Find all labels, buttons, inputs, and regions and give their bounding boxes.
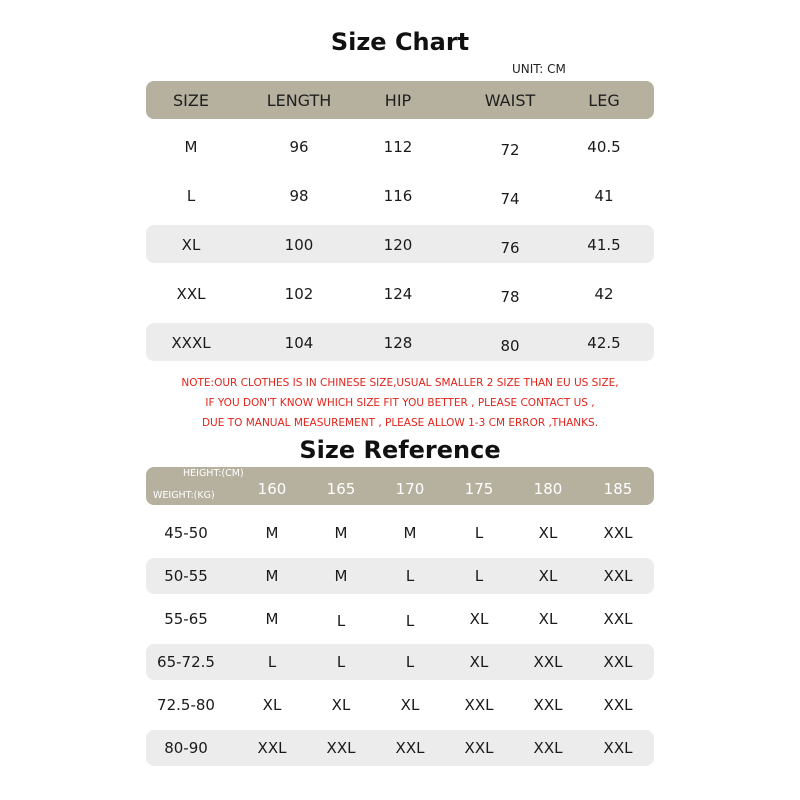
unit-label: UNIT: CM bbox=[512, 62, 566, 76]
size-reference-cell: XXL bbox=[603, 653, 633, 671]
size-chart-cell: 72 bbox=[500, 141, 520, 159]
size-reference-cell: XXL bbox=[603, 739, 633, 757]
size-reference-cell: XXL bbox=[603, 567, 633, 585]
size-reference-cell: XL bbox=[400, 696, 420, 714]
weight-cell: 65-72.5 bbox=[157, 653, 215, 671]
size-chart-cell: 80 bbox=[500, 337, 520, 355]
size-reference-cell: XXL bbox=[395, 739, 425, 757]
size-reference-title: Size Reference bbox=[299, 436, 501, 464]
size-chart-header-cell: LEG bbox=[588, 91, 620, 110]
size-chart-cell: 128 bbox=[383, 334, 413, 352]
size-chart-cell: M bbox=[184, 138, 198, 156]
note-line: NOTE:OUR CLOTHES IS IN CHINESE SIZE,USUAL SMALLER 2 SIZE THAN EU US SIZE, bbox=[181, 377, 619, 389]
size-reference-cell: L bbox=[336, 653, 346, 671]
height-header-cell: 160 bbox=[257, 480, 287, 498]
size-reference-row-band bbox=[146, 558, 654, 594]
size-chart-cell: 120 bbox=[383, 236, 413, 254]
size-chart-title: Size Chart bbox=[330, 28, 470, 56]
size-reference-cell: L bbox=[267, 653, 277, 671]
size-chart-cell: XL bbox=[181, 236, 201, 254]
size-chart-header-cell: WAIST bbox=[484, 91, 536, 110]
weight-label: WEIGHT:(KG) bbox=[153, 490, 215, 501]
size-reference-cell: XL bbox=[469, 610, 489, 628]
size-reference-cell: M bbox=[265, 524, 279, 542]
size-chart-cell: 42 bbox=[594, 285, 614, 303]
size-reference-cell: L bbox=[336, 612, 346, 630]
size-reference-cell: L bbox=[405, 567, 415, 585]
size-reference-cell: XXL bbox=[603, 524, 633, 542]
size-reference-cell: XXL bbox=[464, 696, 494, 714]
size-chart-cell: 96 bbox=[289, 138, 309, 156]
size-reference-cell: L bbox=[474, 524, 484, 542]
size-chart-cell: 40.5 bbox=[587, 138, 621, 156]
size-reference-cell: XXL bbox=[326, 739, 356, 757]
size-reference-cell: M bbox=[334, 524, 348, 542]
size-chart-header-cell: SIZE bbox=[173, 91, 209, 110]
size-reference-cell: XL bbox=[469, 653, 489, 671]
size-reference-cell: XXL bbox=[603, 696, 633, 714]
weight-cell: 55-65 bbox=[164, 610, 208, 628]
size-chart-cell: XXXL bbox=[171, 334, 211, 352]
weight-cell: 50-55 bbox=[164, 567, 208, 585]
size-reference-cell: XXL bbox=[464, 739, 494, 757]
size-chart-cell: L bbox=[186, 187, 196, 205]
size-reference-cell: M bbox=[265, 610, 279, 628]
weight-cell: 80-90 bbox=[164, 739, 208, 757]
size-reference-cell: XXL bbox=[603, 610, 633, 628]
size-chart-cell: 78 bbox=[500, 288, 520, 306]
height-label: HEIGHT:(CM) bbox=[183, 468, 244, 479]
size-chart-cell: 116 bbox=[383, 187, 413, 205]
size-chart-cell: 74 bbox=[500, 190, 520, 208]
size-reference-cell: M bbox=[334, 567, 348, 585]
size-chart-cell: 104 bbox=[284, 334, 314, 352]
size-reference-cell: XXL bbox=[533, 739, 563, 757]
size-chart-header-cell: LENGTH bbox=[266, 91, 332, 110]
size-reference-cell: L bbox=[474, 567, 484, 585]
note-line: DUE TO MANUAL MEASUREMENT , PLEASE ALLOW 1-3 CM ERROR ,THANKS. bbox=[201, 417, 599, 429]
size-reference-cell: XL bbox=[538, 524, 558, 542]
size-chart-cell: 41 bbox=[594, 187, 614, 205]
height-header-cell: 165 bbox=[326, 480, 356, 498]
size-chart-cell: 124 bbox=[383, 285, 413, 303]
size-chart-cell: XXL bbox=[176, 285, 206, 303]
size-reference-row-band bbox=[146, 644, 654, 680]
size-chart-cell: 100 bbox=[284, 236, 314, 254]
size-reference-cell: M bbox=[403, 524, 417, 542]
height-header-cell: 175 bbox=[464, 480, 494, 498]
size-reference-cell: XL bbox=[262, 696, 282, 714]
size-reference-cell: XXL bbox=[533, 653, 563, 671]
size-chart-cell: 112 bbox=[383, 138, 413, 156]
size-chart-cell: 102 bbox=[284, 285, 314, 303]
height-header-cell: 180 bbox=[533, 480, 563, 498]
size-chart-cell: 98 bbox=[289, 187, 309, 205]
size-reference-cell: XL bbox=[331, 696, 351, 714]
size-reference-cell: M bbox=[265, 567, 279, 585]
size-reference-cell: XXL bbox=[257, 739, 287, 757]
size-reference-cell: L bbox=[405, 612, 415, 630]
weight-cell: 72.5-80 bbox=[157, 696, 215, 714]
note-line: IF YOU DON'T KNOW WHICH SIZE FIT YOU BETTER , PLEASE CONTACT US , bbox=[205, 397, 595, 409]
size-chart-cell: 76 bbox=[500, 239, 520, 257]
height-header-cell: 170 bbox=[395, 480, 425, 498]
size-chart-cell: 42.5 bbox=[587, 334, 621, 352]
size-reference-cell: XXL bbox=[533, 696, 563, 714]
size-reference-cell: XL bbox=[538, 567, 558, 585]
height-header-cell: 185 bbox=[603, 480, 633, 498]
weight-cell: 45-50 bbox=[164, 524, 208, 542]
size-reference-cell: XL bbox=[538, 610, 558, 628]
size-reference-cell: L bbox=[405, 653, 415, 671]
size-chart-header-cell: HIP bbox=[384, 91, 412, 110]
size-chart-cell: 41.5 bbox=[587, 236, 621, 254]
